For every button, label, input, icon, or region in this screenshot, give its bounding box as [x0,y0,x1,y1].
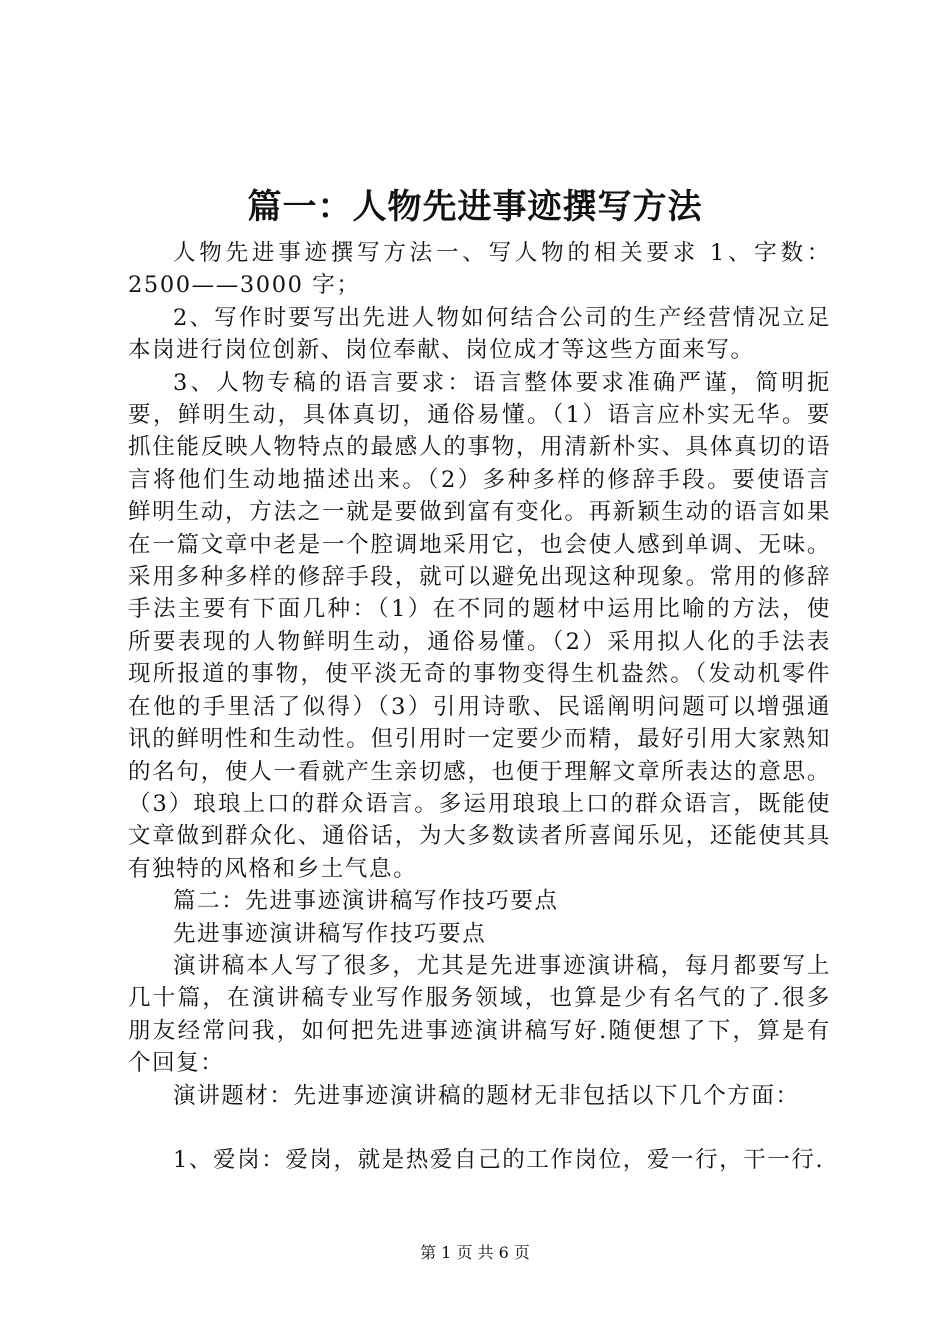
section-subtitle: 先进事迹演讲稿写作技巧要点 [173,920,487,947]
paragraph-word-count: 人物先进事迹撰写方法一、写人物的相关要求 1、字数：2500——3000 字； [128,240,831,299]
section-heading-part-two: 篇二：先进事迹演讲稿写作技巧要点 [173,888,559,915]
paragraph-author-intro: 演讲稿本人写了很多，尤其是先进事迹演讲稿，每月都要写上几十篇，在演讲稿专业写作服务领域，也算是少有名气的了.很多朋友经常问我，如何把先进事迹演讲稿写好.随便想了下，算是有个回复： [128,952,831,1077]
page-footer: 第 1 页 共 6 页 [420,1243,530,1262]
paragraph-writing-focus: 2、写作时要写出先进人物如何结合公司的生产经营情况立足本岗进行岗位创新、岗位奉献、岗位成才等这些方面来写。 [128,304,831,364]
paragraph-love-post: 1、爱岗：爱岗，就是热爱自己的工作岗位，爱一行，干一行. [173,1146,825,1173]
document-title: 篇一：人物先进事迹撰写方法 [247,187,703,227]
paragraph-language-requirements: 3、人物专稿的语言要求：语言整体要求准确严谨，简明扼要，鲜明生动，具体真切，通俗易懂。（1）语言应朴实无华。要抓住能反映人物特点的最感人的事物，用清新朴实、具体真切的语言将他们生动地描述出来。（2）多种多样的修辞手段。要使语言鲜明生动，方法之一就是要做到富有变化。再新颖生动的语言如果在一篇文章中老是一个腔调地采用它，也会使人感到单调、无味。采用多种多样的修辞手段，就可以避免出现这种现象。常用的修辞手法主要有下面几种：（1）在不同的题材中运用比喻的方法，使所要表现的人物鲜明生动，通俗易懂。（2）采用拟人化的手法表现所报道的事物，使平淡无奇的事物变得生机盎然。（发动机零件在他的手里活了似得）（3）引用诗歌、民谣阐明问题可以增强通讯的鲜明性和生动性。但引用时一定要少而精，最好引用大家熟知的名句，使人一看就产生亲切感，也便于理解文章所表达的意思。（3）琅琅上口的群众语言。多运用琅琅上口的群众语言，既能使文章做到群众化、通俗话，为大多数读者所喜闻乐见，还能使其具有独特的风格和乡土气息。 [128,369,831,882]
paragraph-speech-topics: 演讲题材：先进事迹演讲稿的题材无非包括以下几个方面： [173,1082,800,1109]
document-body [128,237,831,1176]
